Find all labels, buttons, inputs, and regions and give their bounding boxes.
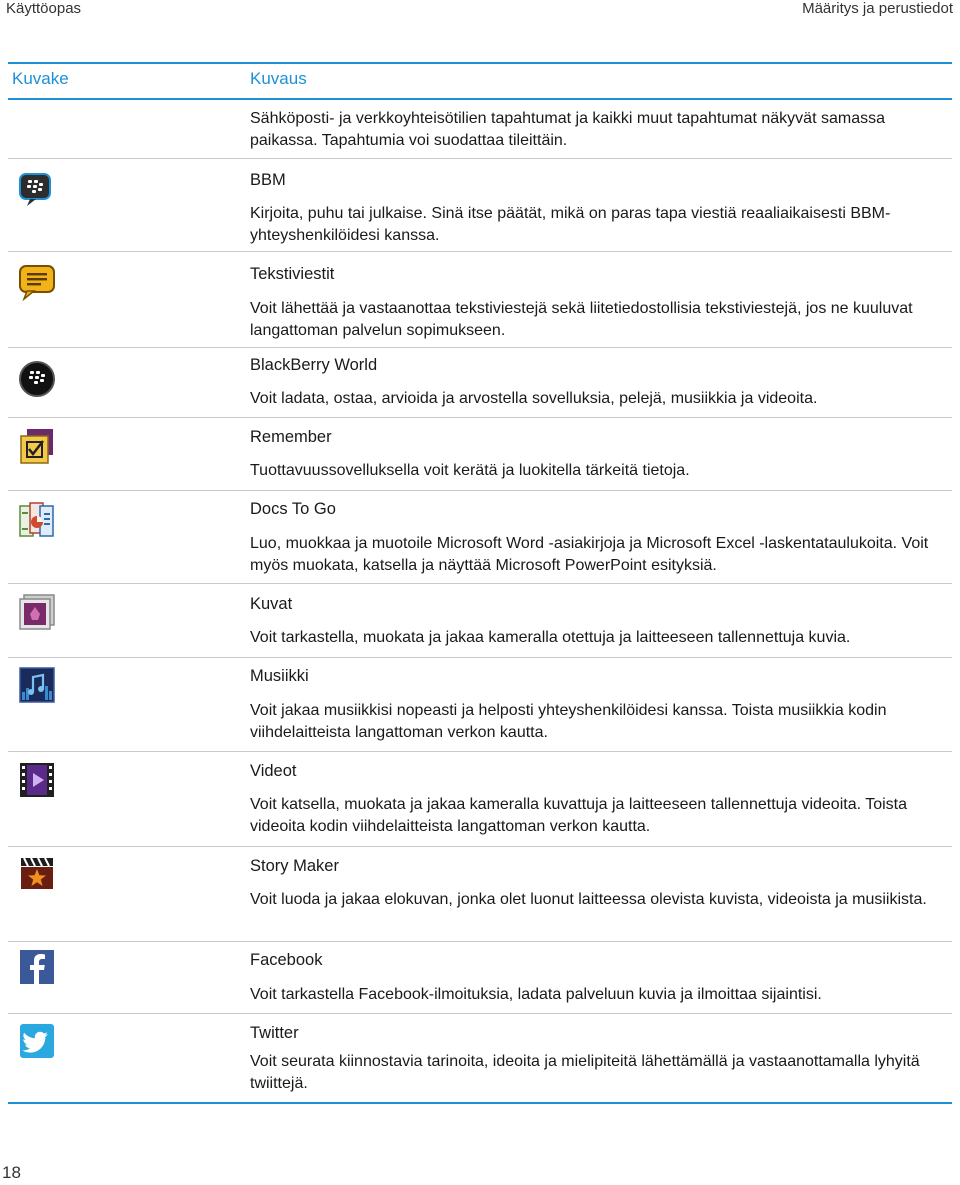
- app-desc-videot: Voit katsella, muokata ja jakaa kameralla kuvattuja ja laitteeseen tallennettuja videoita. Toista videoita kodin viihdelaitteista langattoman verkon kautta.: [250, 796, 907, 835]
- row-separator: [8, 751, 952, 752]
- videos-icon: [18, 761, 56, 799]
- story-maker-icon: [18, 854, 56, 892]
- pictures-icon: [18, 593, 56, 631]
- app-desc-twitter: Voit seurata kiinnostavia tarinoita, ideoita ja mielipiteitä lähettämällä ja vastaanottamalla lyhyitä twiittejä.: [250, 1053, 920, 1092]
- text-messages-icon: [18, 263, 56, 301]
- row-separator: [8, 846, 952, 847]
- row-separator: [8, 347, 952, 348]
- running-header-right: Määritys ja perustiedot: [802, 0, 953, 17]
- app-desc-blackberry-world: Voit ladata, ostaa, arvioida ja arvostella sovelluksia, pelejä, musiikkia ja videoita.: [250, 390, 818, 407]
- app-title-remember: Remember: [250, 428, 332, 446]
- column-header-rule: [8, 98, 952, 100]
- app-title-bbm: BBM: [250, 171, 286, 189]
- row-separator: [8, 490, 952, 491]
- app-desc-musiikki: Voit jakaa musiikkisi nopeasti ja helposti yhteyshenkilöidesi kanssa. Toista musiikkia kodin viihdelaitteista langattoman verkon kautta.: [250, 702, 887, 741]
- page-number: 18: [2, 1163, 21, 1182]
- table-bottom-rule: [8, 1102, 952, 1104]
- app-title-musiikki: Musiikki: [250, 667, 309, 685]
- app-desc-remember: Tuottavuussovelluksella voit kerätä ja luokitella tärkeitä tietoja.: [250, 462, 690, 479]
- row-separator: [8, 251, 952, 252]
- row-separator: [8, 417, 952, 418]
- intro-text: Sähköposti- ja verkkoyhteisötilien tapahtumat ja kaikki muut tapahtumat näkyvät samassa paikassa. Tapahtumia voi suodattaa tileittäin.: [250, 110, 885, 149]
- row-separator: [8, 583, 952, 584]
- row-separator: [8, 657, 952, 658]
- row-separator: [8, 1013, 952, 1014]
- row-separator: [8, 941, 952, 942]
- app-desc-bbm: Kirjoita, puhu tai julkaise. Sinä itse päätät, mikä on paras tapa viestiä reaaliaikaisesti BBM-yhteyshenkilöidesi kanssa.: [250, 205, 891, 244]
- app-title-story-maker: Story Maker: [250, 857, 339, 875]
- app-desc-facebook: Voit tarkastella Facebook-ilmoituksia, ladata palveluun kuvia ja ilmoittaa sijaintisi.: [250, 986, 822, 1003]
- app-title-tekstiviestit: Tekstiviestit: [250, 265, 335, 283]
- blackberry-world-icon: [18, 360, 56, 398]
- app-desc-kuvat: Voit tarkastella, muokata ja jakaa kameralla otettuja ja laitteeseen tallennettuja kuvia.: [250, 629, 851, 646]
- facebook-icon: [18, 948, 56, 986]
- column-header-description: Kuvaus: [250, 69, 307, 88]
- app-title-docs-to-go: Docs To Go: [250, 500, 336, 518]
- music-icon: [18, 666, 56, 704]
- app-title-videot: Videot: [250, 762, 297, 780]
- app-desc-tekstiviestit: Voit lähettää ja vastaanottaa tekstiviestejä sekä liitetiedostollisia tekstiviestejä, jos ne kuuluvat langattoman palvelun sopimukseen.: [250, 300, 913, 339]
- app-title-facebook: Facebook: [250, 951, 323, 969]
- app-title-twitter: Twitter: [250, 1024, 299, 1042]
- remember-icon: [18, 427, 56, 465]
- row-separator: [8, 158, 952, 159]
- app-title-blackberry-world: BlackBerry World: [250, 356, 378, 374]
- running-header-left: Käyttöopas: [6, 0, 82, 17]
- app-title-kuvat: Kuvat: [250, 595, 293, 613]
- column-header-icon: Kuvake: [12, 69, 69, 88]
- bbm-icon: [18, 171, 56, 209]
- app-desc-docs-to-go: Luo, muokkaa ja muotoile Microsoft Word -asiakirjoja ja Microsoft Excel -laskentataulukoita. Voit myös muokata, katsella ja näyttää Microsoft PowerPoint esityksiä.: [250, 535, 929, 574]
- app-desc-story-maker: Voit luoda ja jakaa elokuvan, jonka olet luonut laitteessa olevista kuvista, videoista ja musiikista.: [250, 891, 927, 908]
- table-top-rule: [8, 62, 952, 64]
- docs-to-go-icon: [18, 500, 56, 538]
- twitter-icon: [18, 1022, 56, 1060]
